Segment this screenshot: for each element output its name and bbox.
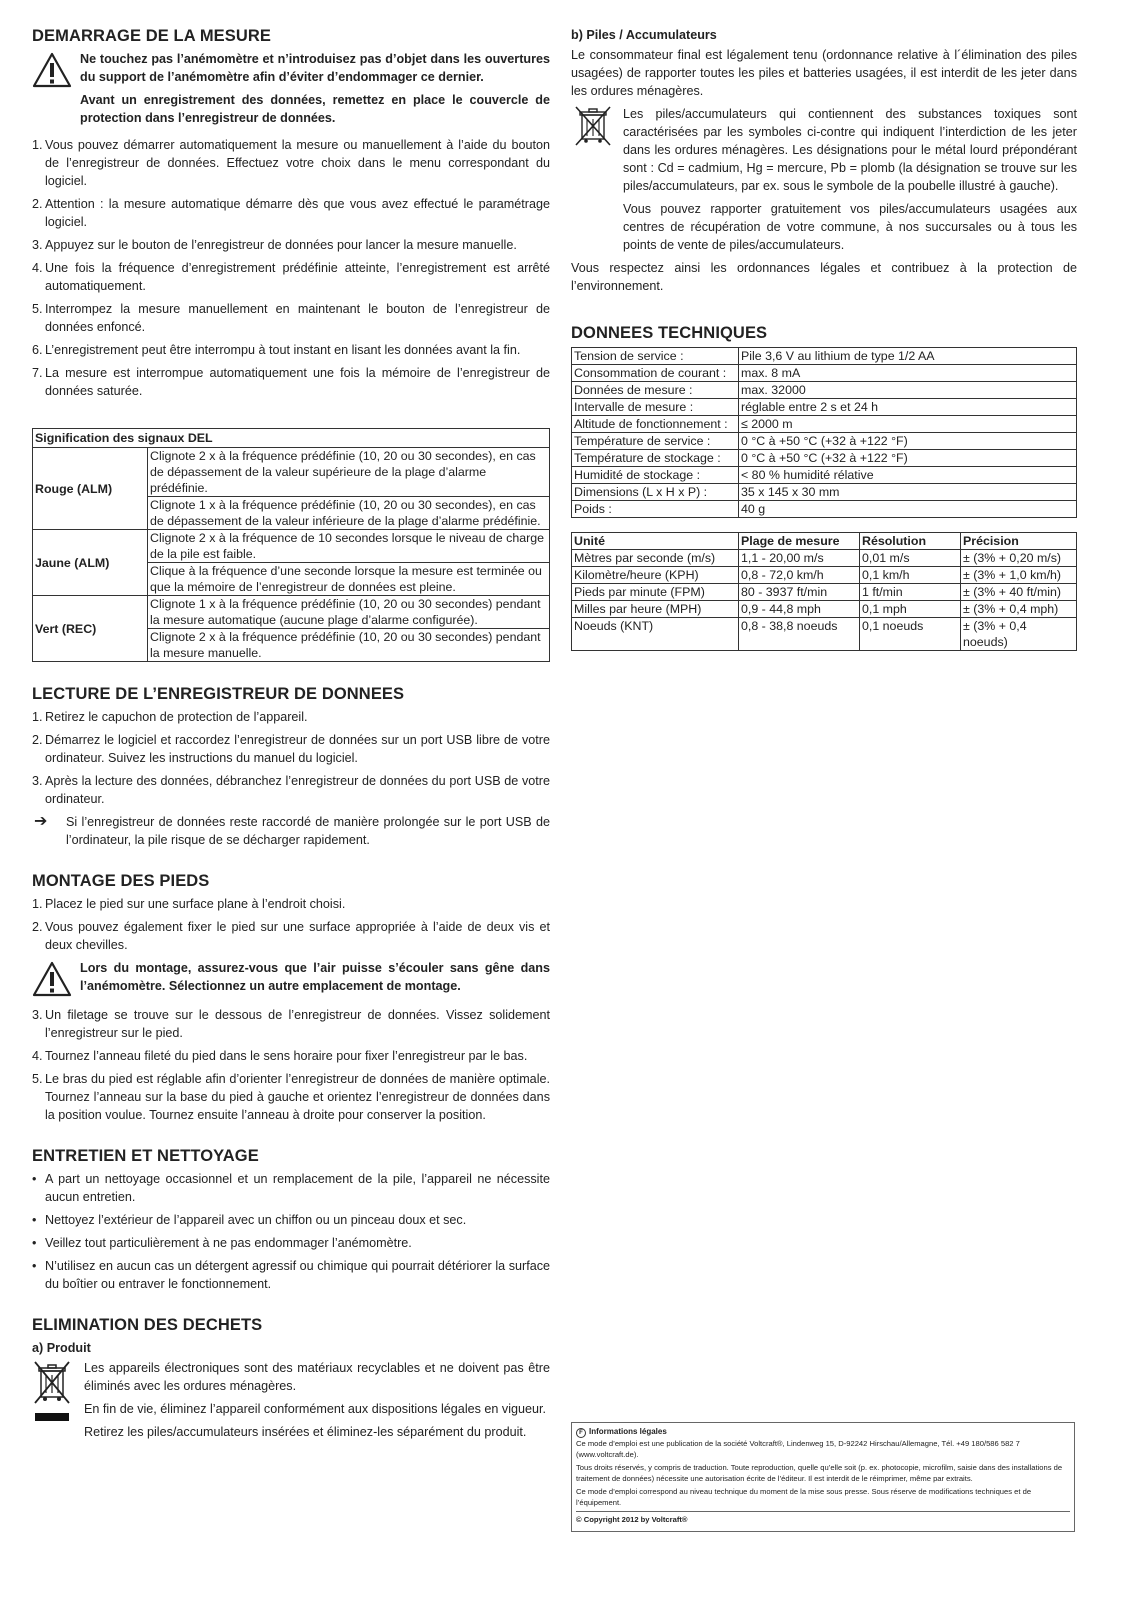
table-row: Consommation de courant : max. 8 mA (572, 365, 1077, 382)
note-block (32, 813, 550, 849)
demarrage-list (32, 136, 550, 400)
list-item: 7. La mesure est interrompue automatiquement une fois la mémoire de l’enregistreur de données saturée. (32, 366, 550, 398)
led-label-vert: Vert (REC) (33, 596, 148, 662)
warning-text: Avant un enregistrement des données, remettez en place le couvercle de protection dans l’enregistreur de données. (80, 93, 550, 125)
list-item: 2. Démarrez le logiciel et raccordez l’enregistreur de données sur un port USB libre de votre ordinateur. Suivez les instructions du manuel du logiciel. (32, 733, 550, 765)
table-header: Signification des signaux DEL (33, 429, 550, 448)
section-montage (32, 871, 550, 1124)
table-cell: Clignote 2 x à la fréquence prédéfinie (10, 20 ou 30 secondes) pendant la mesure manuelle. (148, 629, 550, 662)
list-item: • N’utilisez en aucun cas un détergent agressif ou chimique qui pourrait détériorer la surface du boîtier ou entraver le fonctionnement. (32, 1257, 550, 1293)
list-item: • Nettoyez l’extérieur de l’appareil avec un chiffon ou un pinceau doux et sec. (32, 1211, 550, 1229)
crossed-bin-icon (571, 105, 623, 259)
table-row: Température de stockage : 0 °C à +50 °C (+32 à +122 °F) (572, 450, 1077, 467)
paragraph: Les piles/accumulateurs qui contiennent des substances toxiques sont caractérisées par les symboles ci-contre qui indiquent l’interdiction de les jeter dans les ordures ménagères. Les désignations pour le métal lourd prépondérant sont : Cd = cadmium, Hg = mercure, Pb = plomb (la désignation se trouve sur les piles/accumulateurs, par ex. sous le symbole de la poubelle illustré à gauche). (623, 107, 1077, 193)
table-cell: Clignote 2 x à la fréquence de 10 secondes lorsque le niveau de charge de la pile est faible. (148, 530, 550, 563)
tech-specs-table (571, 347, 1077, 518)
table-row: Kilomètre/heure (KPH) 0,8 - 72,0 km/h 0,1 km/h ± (3% + 1,0 km/h) (572, 567, 1077, 584)
list-item: 2. Vous pouvez également fixer le pied sur une surface appropriée à l’aide de deux vis et deux chevilles. (32, 920, 550, 952)
warning-triangle-icon (32, 50, 80, 132)
table-cell: Clignote 2 x à la fréquence prédéfinie (10, 20 ou 30 secondes), en cas de dépassement de la valeur supérieure de la plage d’alarme prédéfinie. (148, 448, 550, 497)
paragraph: Vous respectez ainsi les ordonnances légales et contribuez à la protection de l’environnement. (571, 261, 1077, 293)
led-label-jaune: Jaune (ALM) (33, 530, 148, 596)
right-column (571, 26, 1077, 651)
table-cell: Clique à la fréquence d’une seconde lorsque la mesure est terminée ou que la mémoire de l’enregistreur de données est pleine. (148, 563, 550, 596)
table-cell: Clignote 1 x à la fréquence prédéfinie (10, 20 ou 30 secondes) pendant la mesure automatique (aucune plage d’alarme configurée). (148, 596, 550, 629)
table-row: Tension de service : Pile 3,6 V au lithium de type 1/2 AA (572, 348, 1077, 365)
table-cell: Clignote 1 x à la fréquence prédéfinie (10, 20 ou 30 secondes), en cas de dépassement de la valeur inférieure de la plage d’alarme prédéfinie. (148, 497, 550, 530)
subsection-title-piles: b) Piles / Accumulateurs (571, 28, 717, 42)
paragraph: Retirez les piles/accumulateurs insérées et éliminez-les séparément du produit. (84, 1425, 527, 1439)
section-tech (571, 323, 1077, 651)
note-text: Si l’enregistreur de données reste raccordé de manière prolongée sur le port USB de l’ordinateur, la pile risque de se décharger rapidement. (66, 815, 550, 847)
paragraph: Le consommateur final est légalement tenu (ordonnance relative à l´élimination des piles usagées) de rapporter toutes les piles et batteries usagées, il est interdit de les jeter dans les ordures ménagères. (571, 48, 1077, 98)
section-title-lecture: LECTURE DE L’ENREGISTREUR DE DONNEES (32, 685, 405, 703)
list-item: 6. L’enregistrement peut être interrompu à tout instant en lisant les données avant la fin. (32, 343, 521, 357)
subsection-title-produit: a) Produit (32, 1341, 91, 1355)
table-row: Dimensions (L x H x P) : 35 x 145 x 30 mm (572, 484, 1077, 501)
table-row: Humidité de stockage : < 80 % humidité rélative (572, 467, 1077, 484)
arrow-right-icon: ➔ (34, 813, 48, 830)
paragraph: Les appareils électroniques sont des matériaux recyclables et ne doivent pas être éliminés avec les ordures ménagères. (84, 1361, 550, 1393)
table-row: Milles par heure (MPH) 0,9 - 44,8 mph 0,1 mph ± (3% + 0,4 mph) (572, 601, 1077, 618)
list-item: 5. Interrompez la mesure manuellement en maintenant le bouton de l’enregistreur de données enfoncé. (32, 302, 550, 334)
table-row: Pieds par minute (FPM) 80 - 3937 ft/min 1 ft/min ± (3% + 40 ft/min) (572, 584, 1077, 601)
section-title-entretien: ENTRETIEN ET NETTOYAGE (32, 1147, 259, 1165)
section-lecture (32, 684, 550, 849)
section-entretien (32, 1146, 550, 1293)
left-column (32, 26, 550, 1446)
copyright: © Copyright 2012 by Voltcraft® (576, 1511, 1070, 1525)
list-item: • A part un nettoyage occasionnel et un remplacement de la pile, l’appareil ne nécessite aucun entretien. (32, 1170, 550, 1206)
warning-triangle-icon (32, 959, 80, 1002)
list-item: 1. Vous pouvez démarrer automatiquement la mesure ou manuellement à l’aide du bouton de l’enregistreur de données. Effectuez votre choix dans le menu correspondant du logiciel. (32, 138, 550, 188)
disposal-block-produit (32, 1359, 550, 1446)
list-item: • Veillez tout particulièrement à ne pas endommager l’anémomètre. (32, 1234, 550, 1252)
table-row: Intervalle de mesure : réglable entre 2 s et 24 h (572, 399, 1077, 416)
warning-text: Ne touchez pas l’anémomètre et n’introduisez pas d’objet dans les ouvertures du support de l’anémomètre afin d’éviter d’endommager ce dernier. (80, 52, 550, 84)
section-title-tech: DONNEES TECHNIQUES (571, 324, 768, 342)
table-row: Altitude de fonctionnement : ≤ 2000 m (572, 416, 1077, 433)
list-item: 5. Le bras du pied est réglable afin d’orienter l’enregistreur de données de manière optimale. Tournez l’anneau sur la base du pied à gauche et orientez l’enregistreur de données dans la position voulue. Tournez ensuite l’anneau à droite pour conserver la position. (32, 1072, 550, 1122)
table-row: Noeuds (KNT) 0,8 - 38,8 noeuds 0,1 noeuds ± (3% + 0,4 noeuds) (572, 618, 1077, 651)
list-item: 2. Attention : la mesure automatique démarre dès que vous avez effectué le paramétrage logiciel. (32, 197, 550, 229)
paragraph: En fin de vie, éliminez l’appareil conformément aux dispositions légales en vigueur. (84, 1402, 547, 1416)
table-header-row: Unité Plage de mesure Résolution Précision (572, 533, 1077, 550)
section-elimination (32, 1315, 550, 1446)
list-item: 3. Un filetage se trouve sur le dessous de l’enregistreur de données. Vissez solidement l’enregistreur sur le pied. (32, 1008, 550, 1040)
led-signals-table (32, 428, 550, 662)
crossed-bin-icon (32, 1359, 84, 1446)
table-row: Poids : 40 g (572, 501, 1077, 518)
units-table (571, 532, 1077, 651)
table-row: Données de mesure : max. 32000 (572, 382, 1077, 399)
legal-paragraph: Ce mode d’emploi est une publication de la société Voltcraft®, Lindenweg 15, D-92242 Hirschau/Allemagne, Tél. +49 180/586 582 7 (www.voltcraft.de). (576, 1439, 1020, 1459)
list-item: 1. Placez le pied sur une surface plane à l’endroit choisi. (32, 897, 346, 911)
list-item: 3. Après la lecture des données, débranchez l’enregistreur de données du port USB de votre ordinateur. (32, 774, 550, 806)
language-badge-icon: F (576, 1428, 586, 1438)
list-item: 4. Une fois la fréquence d’enregistrement prédéfinie atteinte, l’enregistrement est arrêté automatiquement. (32, 261, 550, 293)
paragraph: Vous pouvez rapporter gratuitement vos piles/accumulateurs usagées aux centres de récupération de votre commune, à nos succursales ou à tous les points de vente de piles/accumulateurs. (623, 202, 1077, 252)
section-title-elimination: ELIMINATION DES DECHETS (32, 1316, 263, 1334)
section-title-montage: MONTAGE DES PIEDS (32, 872, 210, 890)
warning-block-demarrage (32, 50, 550, 132)
legal-info-box (571, 1422, 1075, 1532)
table-row: Mètres par seconde (m/s) 1,1 - 20,00 m/s 0,01 m/s ± (3% + 0,20 m/s) (572, 550, 1077, 567)
list-item: 4. Tournez l’anneau fileté du pied dans le sens horaire pour fixer l’enregistreur par le bas. (32, 1049, 528, 1063)
legal-paragraph: Tous droits réservés, y compris de traduction. Toute reproduction, quelle qu’elle soit (p. ex. photocopie, microfilm, saisie dans des installations de traitement de données) nécessite une autorisation écrite de l’éditeur. Il est interdit de le réimprimer, même par extraits. (576, 1463, 1063, 1483)
list-item: 3. Appuyez sur le bouton de l’enregistreur de données pour lancer la mesure manuelle. (32, 238, 517, 252)
legal-paragraph: Ce mode d’emploi correspond au niveau technique du moment de la mise sous presse. Sous réserve de modifications techniques et de l’équipement. (576, 1487, 1032, 1507)
list-item: 1. Retirez le capuchon de protection de l’appareil. (32, 710, 308, 724)
led-label-rouge: Rouge (ALM) (33, 448, 148, 530)
disposal-block-piles (571, 105, 1077, 259)
warning-block-montage (32, 959, 550, 1002)
section-title-demarrage: DEMARRAGE DE LA MESURE (32, 27, 272, 45)
warning-text: Lors du montage, assurez-vous que l’air puisse s’écouler sans gêne dans l’anémomètre. Sélectionnez un autre emplacement de montage. (80, 961, 550, 993)
legal-title: F Informations légales (576, 1426, 1070, 1438)
table-row: Température de service : 0 °C à +50 °C (+32 à +122 °F) (572, 433, 1077, 450)
